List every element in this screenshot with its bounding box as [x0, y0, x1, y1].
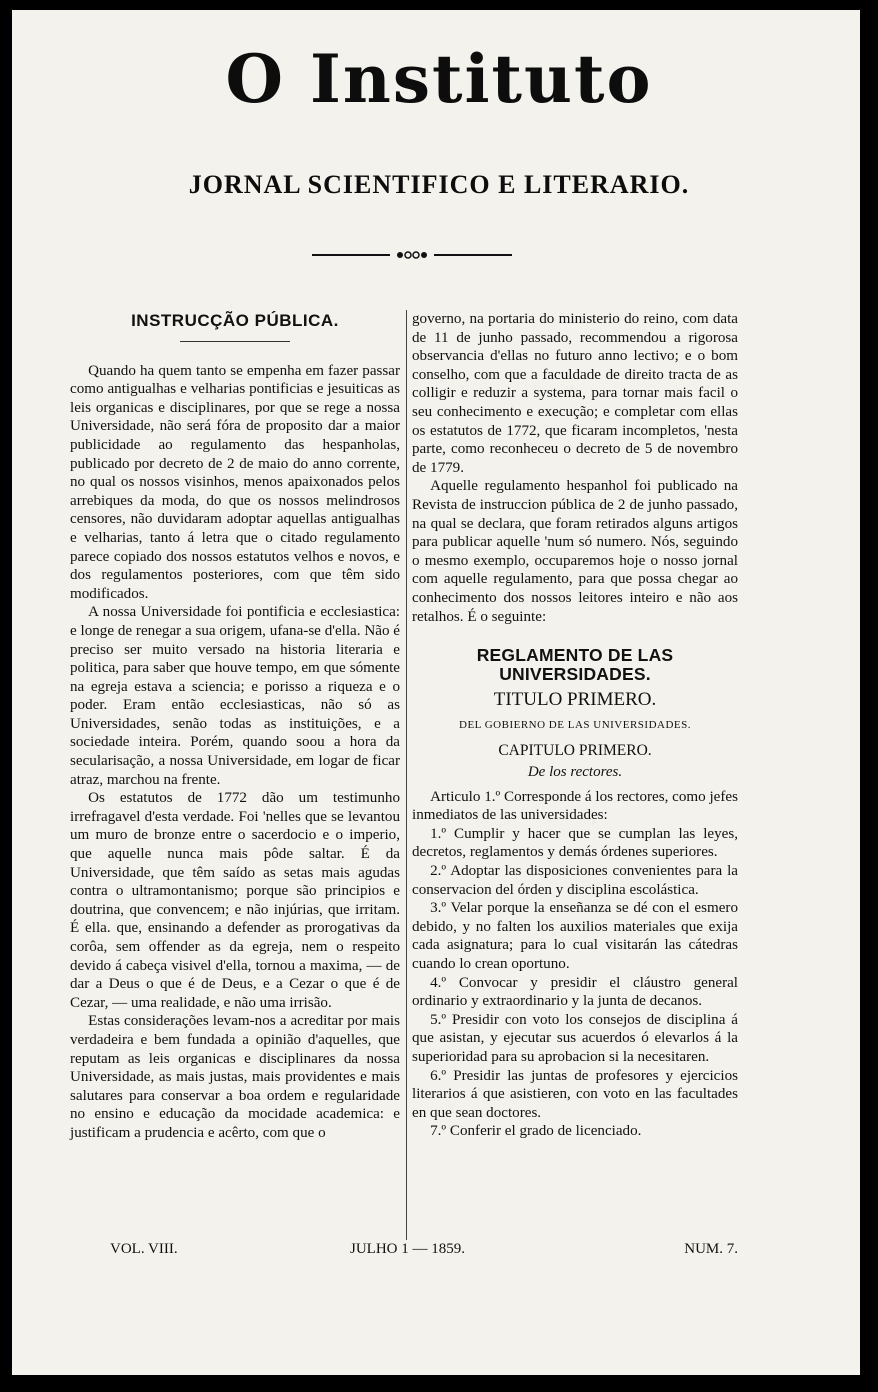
article: 5.º Presidir con voto los consejos de disciplina á que asistan, y ejecutar sus acuerdos ó elevarlos á la superioridad para su aprobacion si la necesitaren.: [412, 1011, 738, 1065]
ornament-divider: [312, 248, 512, 262]
paragraph: Quando ha quem tanto se empenha em fazer passar como antigualhas e velharias pontificias e jesuiticas as leis organicas e disciplinares, por que se rege a nossa Universidade, não será fóra de proposito dar a maior publicidade ao regulamento das hespanholas, publicado por decreto de 2 de maio do anno corrente, no qual os nossos visinhos, menos apaixonados pelos arrebiques da moda, do que os nossos melindrosos censores, não duvidaram adoptar aquellas antigualhas e velharias, tanto á letra que o citado regulamento parece copiado dos nossos estatutos velhos e novos, e dos regulamentos posteriores, com que têm sido modificados.: [70, 362, 400, 602]
column-divider: [406, 310, 407, 1240]
masthead-title: O Instituto: [225, 40, 653, 118]
issue-date: JULHO 1 — 1859.: [350, 1241, 465, 1257]
right-column: [412, 310, 738, 1141]
paragraph: governo, na portaria do ministerio do reino, com data de 11 de junho passado, recommendou a rigorosa observancia d'ellas no futuro anno lectivo; e o bom conselho, com que a faculdade de direito tracta de as colligir e reduzir a systema, para tornar mais facil o seu conhecimento e execução; e completar com ellas os estatutos de 1772, que ficaram incompletos, 'nesta parte, como reconheceu o decreto de 5 de novembro de 1779.: [412, 311, 738, 476]
paragraph: A nossa Universidade foi pontificia e ecclesiastica: e longe de renegar a sua origem, ufana-se d'ella. Não é preciso ser muito versado na historia literaria e politica, para saber que houve tempo, em que sómente na egreja estava a sciencia; e porisso a riqueza e o poder. Eram então ecclesiasticas, não só as Universidades, senão todas as instituições, e a sociedade inteira. Porém, quando soou a hora da secularisação, a nossa Universidade, em logar de ficar atraz, marchou na frente.: [70, 604, 400, 788]
paragraph: Estas considerações levam-nos a acreditar por mais verdadeira e bem fundada a opinião d'aquelles, que reputam as leis organicas e disciplinares da nossa Universidade, as mais justas, mais providentes e mais salutares para conservar a boa ordem e regularidade no ensino e educação da mocidade academica: e justificam a prudencia e acêrto, com que o: [70, 1013, 400, 1141]
left-column: [70, 310, 400, 1143]
capitulo-subheading: De los rectores.: [527, 764, 623, 781]
paragraph: Aquelle regulamento hespanhol foi publicado na Revista de instruccion pública de 2 de junho passado, na qual se declara, que foram retirados alguns artigos para publicar aquelle 'num só numero. Nós, seguindo o mesmo exemplo, occuparemos hoje o nosso jornal com aquelle regulamento, para que possa chegar ao conhecimento dos nossos leitores inteiro e não aos retalhos. É o seguinte:: [412, 478, 738, 625]
issue-number: NUM. 7.: [684, 1241, 738, 1257]
article: 7.º Conferir el grado de licenciado.: [430, 1123, 642, 1140]
article: 1.º Cumplir y hacer que se cumplan las leyes, decretos, reglamentos y demás órdenes superiores.: [412, 825, 738, 861]
section-heading: INSTRUCÇÃO PÚBLICA.: [131, 311, 339, 330]
titulo-subheading: DEL GOBIERNO DE LAS UNIVERSIDADES.: [459, 718, 691, 731]
paragraph: Os estatutos de 1772 dão um testimunho irrefragavel d'esta verdade. Foi 'nelles que se levantou um muro de bronze entre o sacerdocio e o imperio, que aquelle nunca mais pôde saltar. É da Universidade, que têm saído as setas mais agudas contra o ultramontanismo; porque são principios e doutrina, que convencem; e não injúrias, que irritam. É ella. que, ensinando a defender as prorogativas da corôa, sem offender as da egreja, nem o respeito devido á cabeça visivel d'ella, tornou a maxima, — de dar a Deus o que é de Deus, e a Cezar o que é de Cezar, — uma realidade, e não uma irrisão.: [70, 790, 400, 1011]
regulation-heading: REGLAMENTO DE LAS UNIVERSIDADES.: [476, 645, 674, 684]
journal-subtitle: JORNAL SCIENTIFICO E LITERARIO.: [188, 170, 690, 199]
article: 2.º Adoptar las disposiciones convenientes para la conservacion del órden y disciplina escolástica.: [412, 863, 738, 898]
article: 3.º Velar porque la enseñanza se dé con el esmero debido, y no falten los auxilios materiales que exija cada asignatura; para lo cual visitarán las cátedras cuando lo crean oportuno.: [412, 900, 738, 972]
article: Articulo 1.º Corresponde á los rectores, como jefes inmediatos de las universidades:: [412, 788, 738, 824]
article: 4.º Convocar y presidir el cláustro general ordinario y extraordinario y la junta de decanos.: [412, 974, 738, 1010]
heading-rule: [180, 341, 290, 342]
article: 6.º Presidir las juntas de profesores y ejercicios literarios á que asistieren, con voto en las facultades en que sean doctores.: [412, 1067, 738, 1121]
capitulo-heading: CAPITULO PRIMERO.: [498, 742, 652, 760]
volume-label: VOL. VIII.: [110, 1241, 178, 1257]
page-footer: [70, 1241, 738, 1263]
titulo-heading: TITULO PRIMERO.: [493, 689, 657, 711]
